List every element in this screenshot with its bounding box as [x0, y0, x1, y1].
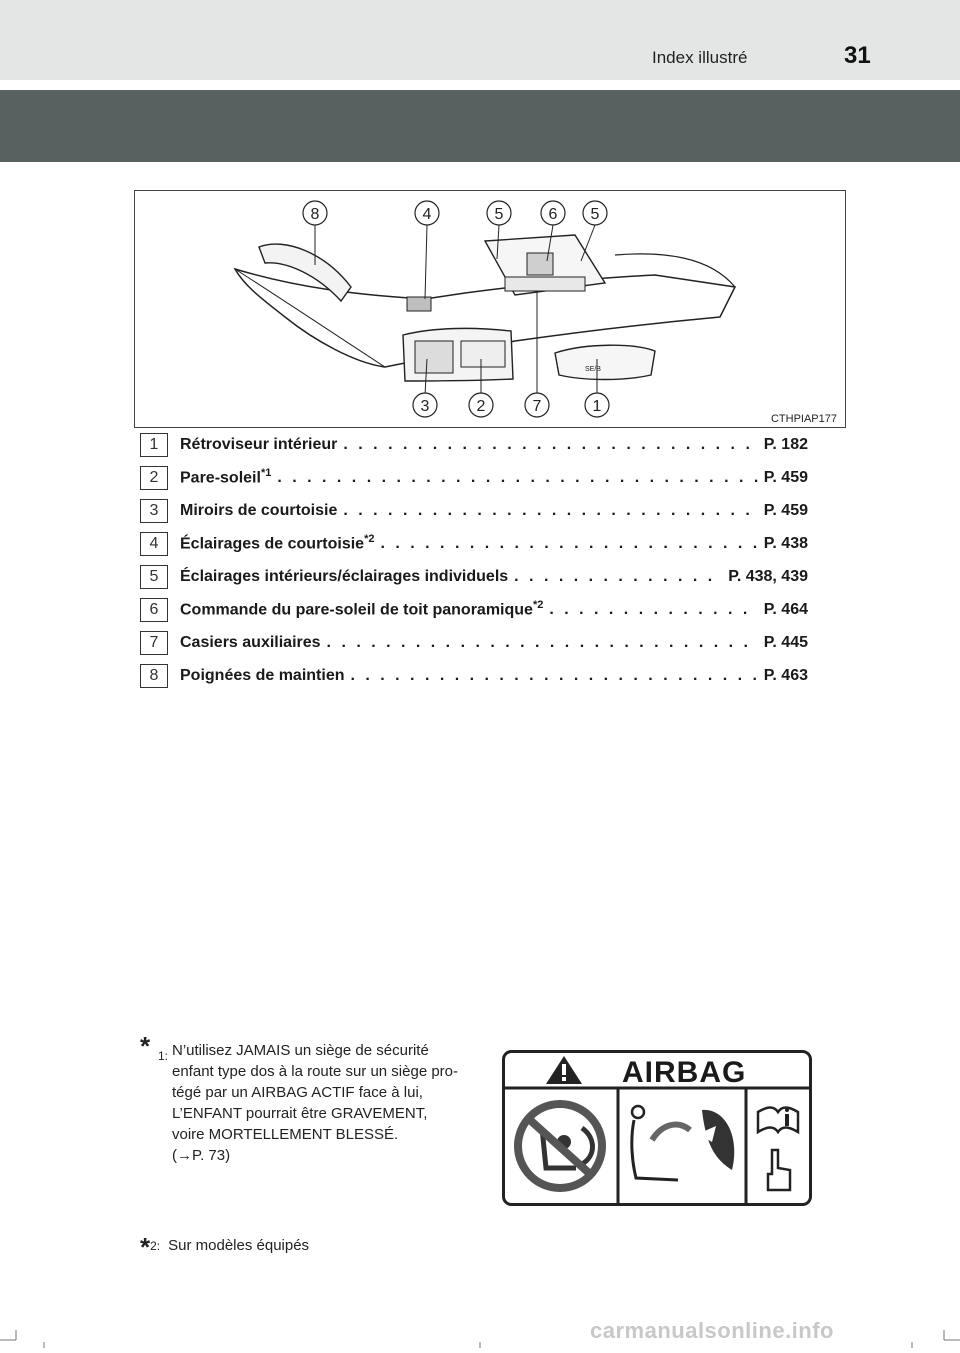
footnote-index: 1:	[158, 1049, 169, 1063]
page-number: 31	[844, 42, 871, 69]
callout-circles	[303, 201, 609, 417]
callout-5b: 5	[590, 206, 600, 223]
visor-panel	[461, 341, 505, 367]
footnote-text: N’utilisez JAMAIS un siège de sécurité enfant type dos à la route sur un siège pro- tégé par un AIRBAG ACTIF face à lui, L’ENFANT pourrait être GRAVEMENT, voire MORTELLEMENT BLESSÉ. (→P. 73)	[172, 1040, 490, 1166]
page-link[interactable]: (→P. 73)	[172, 1147, 231, 1164]
callout-7: 7	[532, 398, 542, 415]
page-ref[interactable]: P. 438, 439	[728, 567, 808, 585]
toc-item[interactable]	[140, 494, 808, 527]
item-label: Commande du pare-soleil de toit panoramique$^{*2}$	[180, 599, 544, 619]
leader-dots	[277, 469, 757, 487]
item-label: Éclairages de courtoisie$^{*2}$	[180, 533, 375, 553]
grab-handle	[259, 244, 351, 301]
leader-dots	[549, 601, 757, 619]
leader-dots	[343, 502, 757, 520]
storage-box	[505, 277, 585, 291]
page-ref[interactable]: P. 445	[763, 633, 808, 651]
site-watermark: carmanualsonline.info	[590, 1318, 834, 1343]
callout-6: 6	[548, 206, 558, 223]
header-bar	[0, 0, 960, 80]
item-number: 7	[140, 631, 168, 655]
page-ref[interactable]: P. 459	[763, 468, 808, 486]
callout-8: 8	[310, 206, 320, 223]
vanity-mirror	[415, 341, 453, 373]
item-label: Éclairages intérieurs/éclairages individuels	[180, 567, 509, 585]
item-label: Pare-soleil$^{*1}$	[180, 467, 272, 487]
item-number: 8	[140, 664, 168, 688]
rearview-mirror	[555, 345, 655, 379]
section-title: Index illustré	[652, 48, 748, 67]
ceiling-drawing	[135, 191, 845, 427]
toc-item[interactable]	[140, 527, 808, 560]
airbag-title: AIRBAG	[622, 1056, 747, 1089]
item-number: 3	[140, 499, 168, 523]
callout-5a: 5	[494, 206, 504, 223]
footnote-mark: *1	[260, 467, 272, 480]
footnote-star: *	[140, 1232, 151, 1262]
item-label: Poignées de maintien	[180, 666, 345, 684]
toc-item[interactable]	[140, 626, 808, 659]
pillar-line	[235, 269, 385, 367]
item-label: Casiers auxiliaires	[180, 633, 321, 651]
toc-list	[140, 428, 808, 692]
footnote-star: *	[140, 1031, 151, 1061]
footnote-index: 2:	[150, 1239, 161, 1253]
item-number: 1	[140, 433, 168, 457]
callout-4: 4	[422, 206, 432, 223]
item-number: 4	[140, 532, 168, 556]
footnote-1	[140, 1031, 490, 1166]
no-rear-facing-seat-icon	[514, 1100, 606, 1192]
footnote-mark: *2	[532, 599, 544, 612]
toc-item[interactable]	[140, 659, 808, 692]
section-band	[0, 90, 960, 162]
leader-dots	[343, 436, 757, 454]
item-label: Miroirs de courtoisie	[180, 501, 338, 519]
page-ref[interactable]: P. 182	[763, 435, 808, 453]
callout-1: 1	[592, 398, 602, 415]
item-label: Rétroviseur intérieur	[180, 435, 338, 453]
page-ref[interactable]: P. 464	[763, 600, 808, 618]
courtesy-light	[407, 297, 431, 311]
footnote-text: Sur modèles équipés	[168, 1237, 310, 1254]
figure-code: CTHPIAP177	[770, 413, 837, 425]
callout-2: 2	[476, 398, 486, 415]
footnote-2	[140, 1232, 309, 1263]
page-ref[interactable]: P. 459	[763, 501, 808, 519]
footnote-mark: *2	[364, 533, 375, 546]
toc-item[interactable]	[140, 560, 808, 593]
leader-dots	[327, 634, 758, 652]
toc-item[interactable]	[140, 461, 808, 494]
mirror-label: SE/B	[585, 366, 601, 373]
page-ref[interactable]: P. 463	[763, 666, 808, 684]
leader-dots	[514, 568, 722, 586]
airbag-warning-label	[502, 1050, 812, 1206]
item-number: 2	[140, 466, 168, 490]
item-number: 5	[140, 565, 168, 589]
item-number: 6	[140, 598, 168, 622]
sunshade-switch	[527, 253, 553, 275]
callout-3: 3	[420, 398, 430, 415]
roof-edge	[615, 254, 735, 287]
toc-item[interactable]	[140, 428, 808, 461]
toc-item[interactable]	[140, 593, 808, 626]
leader-dots	[380, 535, 757, 553]
page-ref[interactable]: P. 438	[763, 534, 808, 552]
ceiling-illustration	[134, 190, 846, 428]
leader-dots	[350, 667, 757, 685]
